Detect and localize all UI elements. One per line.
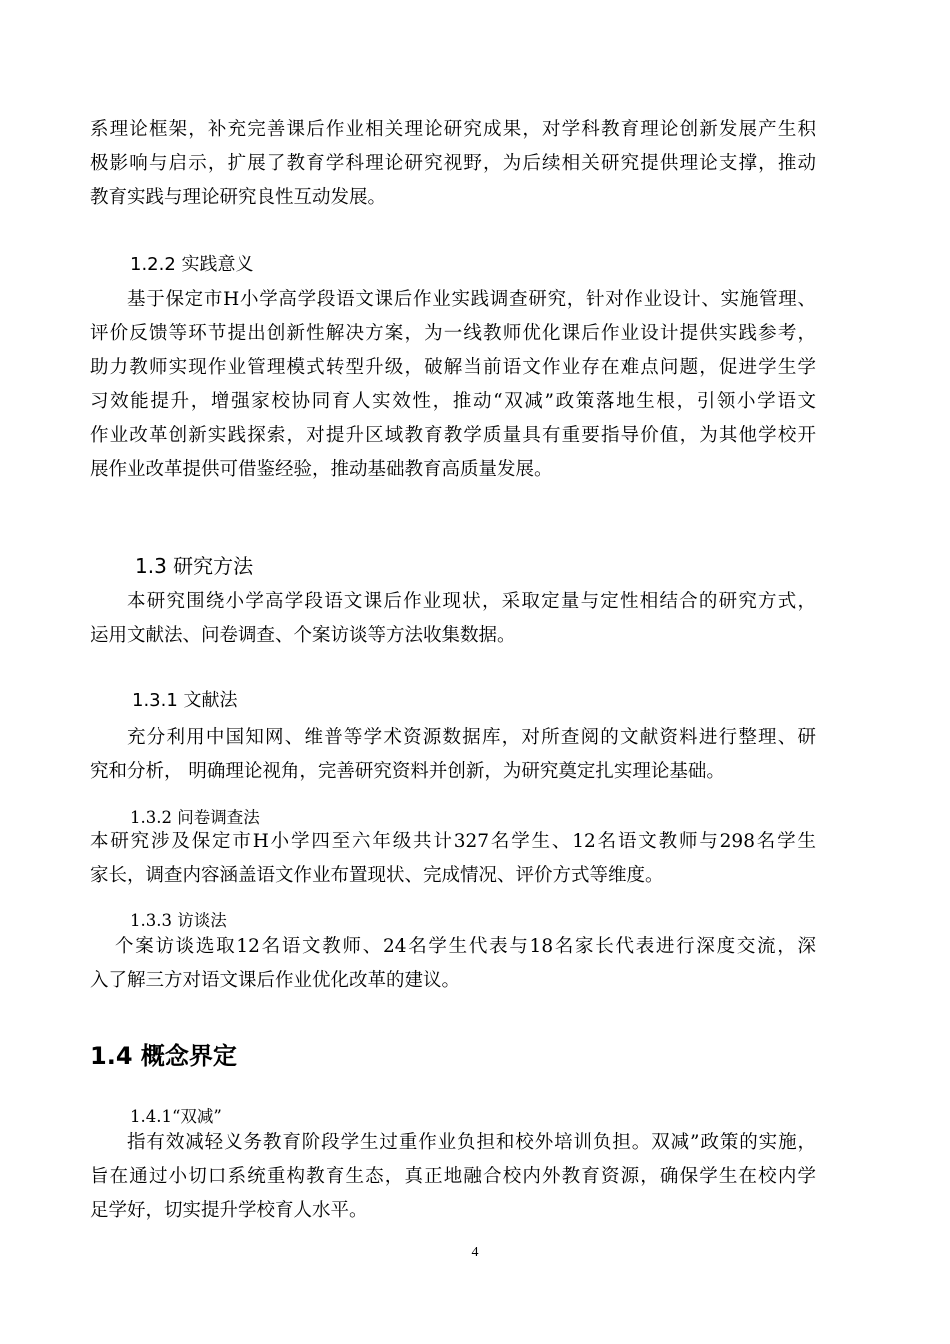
- text-line: 指有效减轻义务教育阶段学生过重作业负担和校外培训负担。双减”政策的实施，: [127, 1132, 816, 1153]
- heading-1-2-2: 1.2.2 实践意义: [130, 254, 254, 275]
- text-line: 评价反馈等环节提出创新性解决方案，为一线教师优化课后作业设计提供实践参考，: [90, 323, 816, 344]
- text-line: 旨在通过小切口系统重构教育生态，真正地融合校内外教育资源，确保学生在校内学: [90, 1166, 816, 1187]
- text-line: 系理论框架，补充完善课后作业相关理论研究成果，对学科教育理论创新发展产生积: [90, 119, 816, 140]
- paragraph-questionnaire-method: [90, 825, 816, 893]
- text-line: 本研究围绕小学高学段语文课后作业现状，采取定量与定性相结合的研究方式，: [127, 591, 816, 612]
- heading-1-3: 1.3 研究方法: [135, 554, 254, 578]
- heading-1-3-2: 1.3.2 问卷调查法: [130, 808, 260, 827]
- heading-1-3-1: 1.3.1 文献法: [132, 690, 238, 711]
- text-line: 习效能提升，增强家校协同育人实效性，推动“双减”政策落地生根，引领小学语文: [90, 391, 816, 412]
- text-line: 展作业改革提供可借鉴经验，推动基础教育高质量发展。: [90, 459, 553, 480]
- paragraph-research-methods: [90, 585, 816, 653]
- text-line: 入了解三方对语文课后作业优化改革的建议。: [90, 970, 461, 991]
- text-line: 究和分析， 明确理论视角，完善研究资料并创新，为研究奠定扎实理论基础。: [90, 761, 725, 782]
- paragraph-practical-significance: [90, 283, 816, 487]
- paragraph-theory-significance-cont: [90, 113, 816, 215]
- text-line: 本研究涉及保定市H小学四至六年级共计327名学生、12名语文教师与298名学生: [90, 831, 816, 852]
- heading-1-4-1: 1.4.1“双减”: [130, 1107, 222, 1126]
- page-number: 4: [471, 1245, 479, 1260]
- text-line: 家长，调查内容涵盖语文作业布置现状、完成情况、评价方式等维度。: [90, 865, 664, 886]
- paragraph-literature-method: [90, 721, 816, 789]
- text-line: 作业改革创新实践探索，对提升区域教育教学质量具有重要指导价值，为其他学校开: [90, 425, 816, 446]
- text-line: 教育实践与理论研究良性互动发展。: [90, 187, 387, 208]
- text-line: 极影响与启示，扩展了教育学科理论研究视野，为后续相关研究提供理论支撑，推动: [90, 153, 816, 174]
- text-line: 足学好，切实提升学校育人水平。: [90, 1200, 368, 1221]
- heading-1-3-3: 1.3.3 访谈法: [130, 911, 227, 930]
- paragraph-double-reduction-definition: [90, 1126, 816, 1228]
- text-line: 充分利用中国知网、维普等学术资源数据库，对所查阅的文献资料进行整理、研: [127, 727, 816, 748]
- text-line: 个案访谈选取12名语文教师、24名学生代表与18名家长代表进行深度交流，深: [115, 936, 816, 957]
- text-line: 基于保定市H小学高学段语文课后作业实践调查研究，针对作业设计、实施管理、: [127, 289, 816, 310]
- paragraph-interview-method: [90, 930, 816, 998]
- heading-1-4: 1.4 概念界定: [90, 1042, 237, 1070]
- text-line: 助力教师实现作业管理模式转型升级，破解当前语文作业存在难点问题，促进学生学: [90, 357, 816, 378]
- text-line: 运用文献法、问卷调查、个案访谈等方法收集数据。: [90, 625, 516, 646]
